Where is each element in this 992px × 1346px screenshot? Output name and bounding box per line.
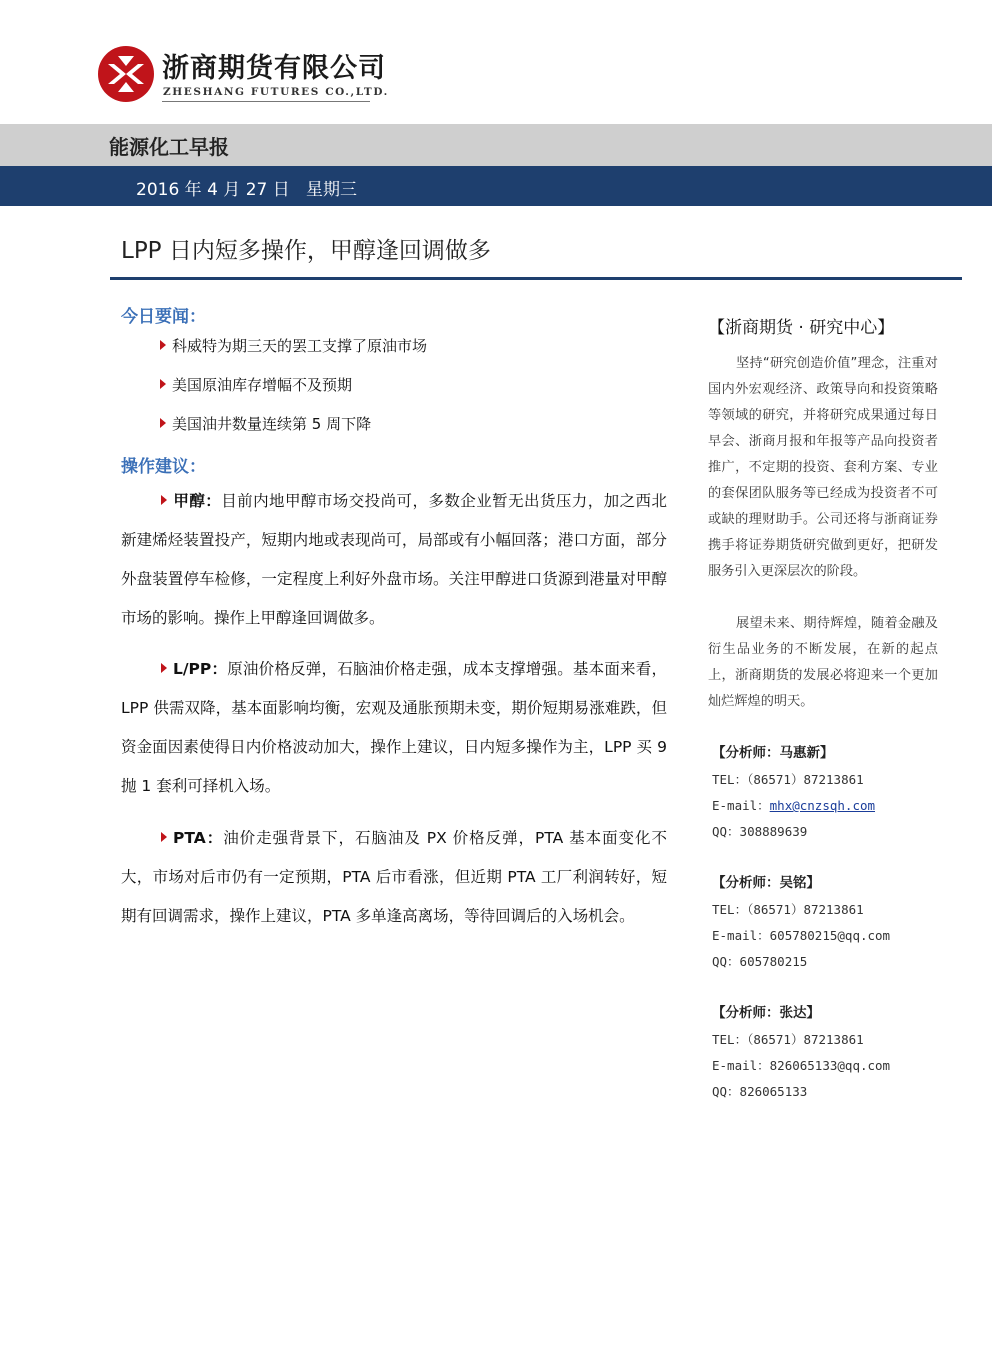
research-center-intro: 坚持“研究创造价值”理念，注重对国内外宏观经济、政策导向和投资策略等领域的研究，并将研究成果通过每日早会、浙商月报和年报等产品向投资者推广，不定期的投资、套利方案、专业的套保团队服务等已经成为投资者不可或缺的理财助手。公司还将与浙商证券携手将证券期货研究做到更好，把研发服务引入更深层次的阶段。	[708, 356, 938, 579]
advice-paragraph-methanol	[121, 482, 667, 638]
headline-divider	[110, 277, 962, 280]
analyst-card	[712, 741, 952, 845]
report-name: 能源化工早报	[109, 135, 229, 159]
advice-text: 目前内地甲醇市场交投尚可，多数企业暂无出货压力，加之西北新建烯烃装置投产，短期内地或表现尚可，局部或有小幅回落；港口方面，部分外盘装置停车检修，一定程度上利好外盘市场。关注甲醇进口货源到港量对甲醇市场的影响。操作上甲醇逢回调做多。	[121, 492, 667, 627]
analyst-header: 【分析师：吴铭】	[712, 875, 820, 891]
logo-divider	[162, 101, 370, 102]
news-section-title: 今日要闻：	[121, 307, 206, 327]
report-date: 2016 年 4 月 27 日 星期三	[136, 180, 357, 200]
report-headline: LPP 日内短多操作，甲醇逢回调做多	[121, 238, 491, 264]
advice-paragraph-pta	[121, 819, 667, 936]
bullet-arrow-icon	[160, 379, 166, 389]
analyst-email: 605780215@qq.com	[769, 928, 891, 943]
analyst-header: 【分析师：马惠新】	[712, 745, 834, 761]
advice-text: 原油价格反弹，石脑油价格走强，成本支撑增强。基本面来看，LPP 供需双降，基本面影响均衡，宏观及通胀预期未变，期价短期易涨难跌，但资金面因素使得日内价格波动加大，操作上建议，日内短多操作为主，LPP 买 9 抛 1 套利可择机入场。	[121, 660, 667, 795]
company-name: 浙商期货有限公司	[162, 53, 386, 84]
bullet-arrow-icon	[160, 418, 166, 428]
analyst-tel: TEL：（86571）87213861	[712, 772, 864, 787]
advice-paragraph-lpp	[121, 650, 667, 806]
research-center-title: 【浙商期货 · 研究中心】	[708, 318, 895, 338]
analyst-email: 826065133@qq.com	[769, 1058, 891, 1073]
analyst-qq: QQ：308889639	[712, 824, 808, 839]
analyst-card	[712, 871, 952, 975]
bullet-arrow-icon	[161, 495, 167, 505]
analyst-email-row: E-mail：605780215@qq.com	[712, 928, 891, 943]
advice-section-title: 操作建议：	[121, 457, 206, 477]
analyst-email-link[interactable]: mhx@cnzsqh.com	[769, 798, 876, 813]
advice-text: 油价走强背景下，石脑油及 PX 价格反弹，PTA 基本面变化不大，市场对后市仍有一定预期，PTA 后市看涨，但近期 PTA 工厂利润转好，短期有回调需求，操作上建议，PTA 多单逢高离场，等待回调后的入场机会。	[121, 829, 667, 925]
analyst-email-row: E-mail：826065133@qq.com	[712, 1058, 891, 1073]
analyst-qq: QQ：826065133	[712, 1084, 808, 1099]
analyst-header: 【分析师：张达】	[712, 1005, 820, 1021]
analyst-tel: TEL：（86571）87213861	[712, 902, 864, 917]
analyst-email-row: E-mail：mhx@cnzsqh.com	[712, 798, 876, 813]
bullet-arrow-icon	[160, 340, 166, 350]
news-item: 美国原油库存增幅不及预期	[160, 374, 352, 395]
analyst-tel: TEL：（86571）87213861	[712, 1032, 864, 1047]
research-center-outlook: 展望未来、期待辉煌，随着金融及衍生品业务的不断发展，在新的起点上，浙商期货的发展必将迎来一个更加灿烂辉煌的明天。	[708, 616, 938, 709]
bullet-arrow-icon	[161, 832, 167, 842]
analyst-card	[712, 1001, 952, 1105]
company-logo-icon	[96, 44, 156, 104]
news-item: 美国油井数量连续第 5 周下降	[160, 413, 371, 434]
advice-label: 甲醇：	[173, 492, 222, 510]
advice-label: L/PP：	[173, 660, 228, 678]
analyst-qq: QQ：605780215	[712, 954, 808, 969]
bullet-arrow-icon	[161, 663, 167, 673]
news-item: 科威特为期三天的罢工支撑了原油市场	[160, 335, 427, 356]
company-name-en: ZHESHANG FUTURES CO.,LTD.	[163, 86, 389, 98]
advice-label: PTA：	[173, 829, 224, 847]
